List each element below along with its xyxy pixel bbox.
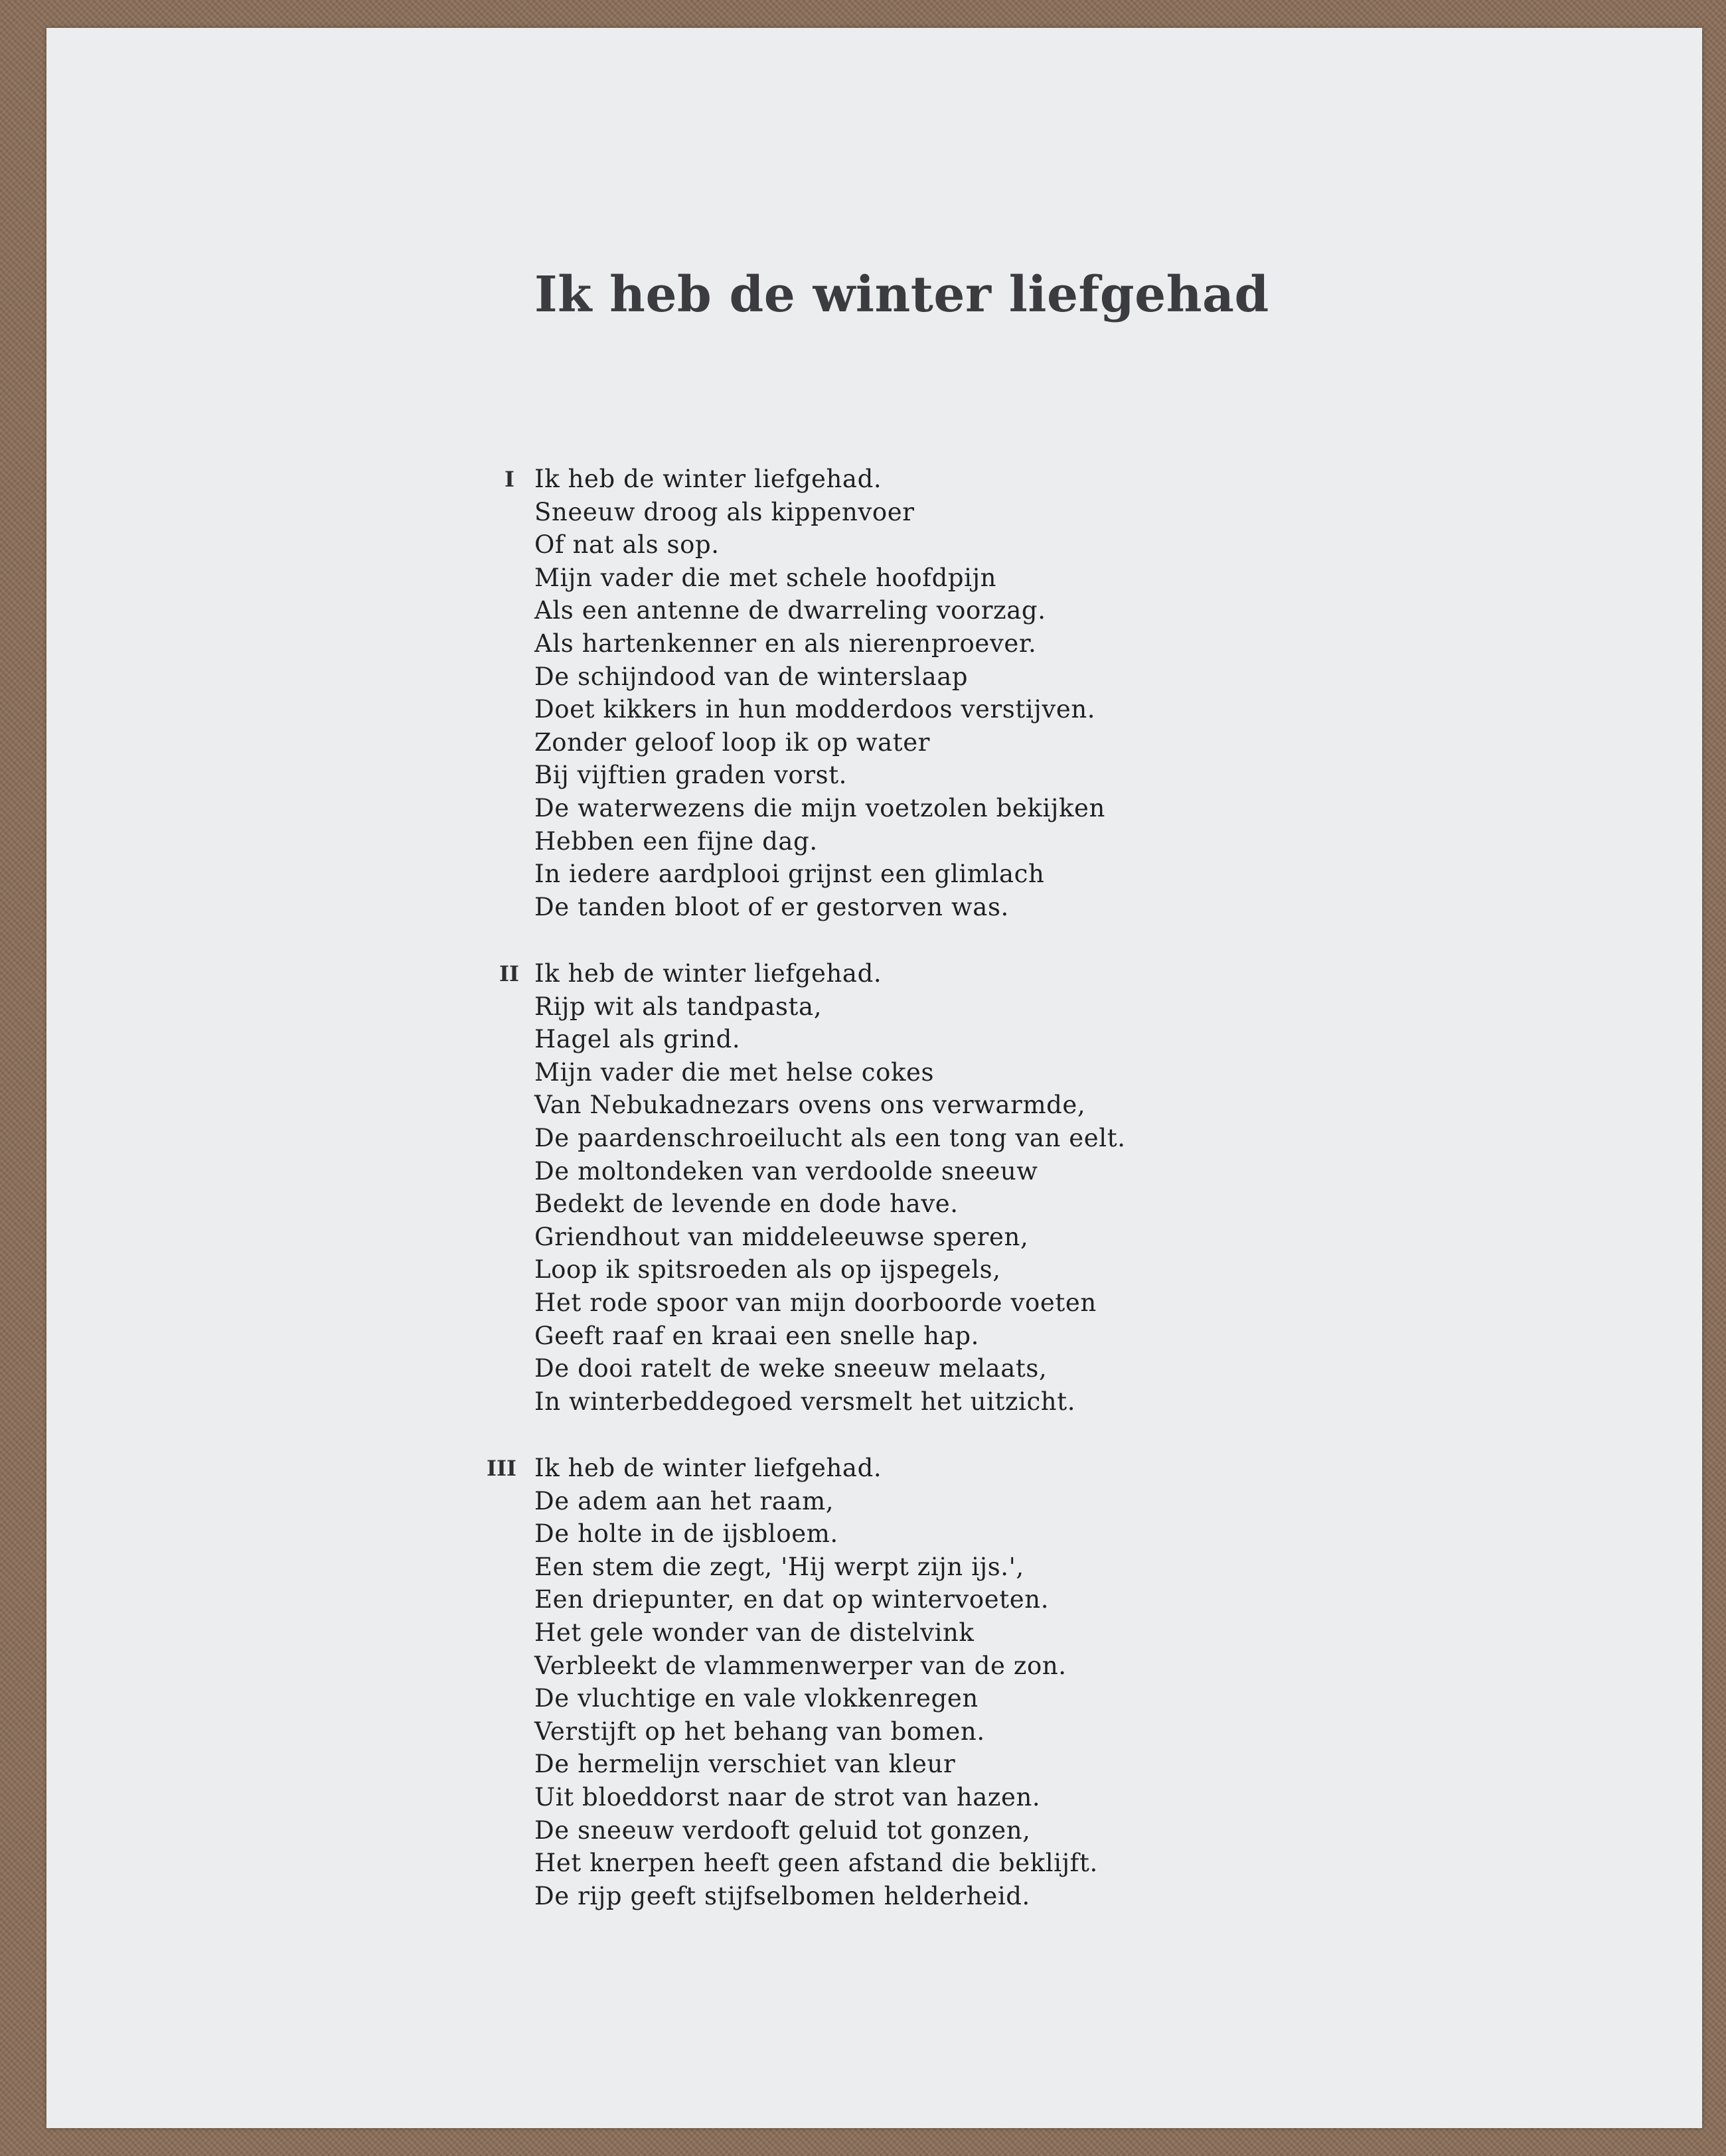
poem-line: De tanden bloot of er gestorven was. xyxy=(534,892,1009,921)
poem-line: Loop ik spitsroeden als op ijspegels, xyxy=(534,1255,1001,1284)
poem-line: In winterbeddegoed versmelt het uitzicht. xyxy=(534,1387,1076,1416)
poem-line: De paardenschroeilucht als een tong van eelt. xyxy=(534,1123,1126,1152)
stanza-lines xyxy=(534,1452,1098,1912)
poem-line: Ik heb de winter liefgehad. xyxy=(534,959,882,988)
poem-line: De sneeuw verdooft geluid tot gonzen, xyxy=(534,1815,1031,1845)
poem-line: Geeft raaf en kraai een snelle hap. xyxy=(534,1321,979,1350)
poem-line: Als een antenne de dwarreling voorzag. xyxy=(534,596,1046,625)
poem-line: De schijndood van de winterslaap xyxy=(534,662,969,691)
poem-line: Verbleekt de vlammenwerper van de zon. xyxy=(534,1651,1067,1680)
poem-title: Ik heb de winter liefgehad xyxy=(534,266,1269,323)
poem-line: De hermelijn verschiet van kleur xyxy=(534,1750,956,1779)
poem-line: Doet kikkers in hun modderdoos verstijven. xyxy=(534,695,1096,724)
poem-line: Van Nebukadnezars ovens ons verwarmde, xyxy=(534,1091,1086,1120)
poem-line: Als hartenkenner en als nierenproever. xyxy=(534,629,1037,658)
poem-line: De vluchtige en vale vlokkenregen xyxy=(534,1684,979,1713)
poem-line: Een driepunter, en dat op wintervoeten. xyxy=(534,1585,1050,1614)
poem-line: Het knerpen heeft geen afstand die beklijft. xyxy=(534,1849,1098,1878)
poem-line: Hagel als grind. xyxy=(534,1025,741,1054)
poem-line: Mijn vader die met schele hoofdpijn xyxy=(534,563,997,592)
stanza-lines xyxy=(534,463,1105,923)
stanza-numeral: II xyxy=(499,961,519,986)
poem-line: Hebben een fijne dag. xyxy=(534,826,818,856)
poem-line: De rijp geeft stijfselbomen helderheid. xyxy=(534,1881,1030,1910)
poem-line: Ik heb de winter liefgehad. xyxy=(534,465,882,493)
poem-line: De waterwezens die mijn voetzolen bekijken xyxy=(534,793,1105,822)
poem-line: Een stem die zegt, 'Hij werpt zijn ijs.', xyxy=(534,1552,1024,1581)
poem-line: Uit bloeddorst naar de strot van hazen. xyxy=(534,1782,1041,1811)
poem-line: Bij vijftien graden vorst. xyxy=(534,761,848,790)
poem-line: Sneeuw droog als kippenvoer xyxy=(534,497,915,526)
poem-line: Ik heb de winter liefgehad. xyxy=(534,1454,882,1482)
poem-line: Zonder geloof loop ik op water xyxy=(534,728,931,757)
poem-line: Het gele wonder van de distelvink xyxy=(534,1618,975,1647)
poem-line: Mijn vader die met helse cokes xyxy=(534,1057,935,1087)
poem-line: Griendhout van middeleeuwse speren, xyxy=(534,1222,1029,1251)
stanza-numeral: III xyxy=(487,1456,516,1481)
stanza-lines xyxy=(534,957,1126,1418)
poem-line: De dooi ratelt de weke sneeuw melaats, xyxy=(534,1354,1048,1383)
poem-line: Rijp wit als tandpasta, xyxy=(534,992,823,1021)
stanza-numeral: I xyxy=(505,467,514,492)
poem-line: De adem aan het raam, xyxy=(534,1486,834,1515)
poem-line: De holte in de ijsbloem. xyxy=(534,1519,838,1549)
poem-line: Het rode spoor van mijn doorboorde voeten xyxy=(534,1288,1097,1317)
poem-line: Bedekt de levende en dode have. xyxy=(534,1190,959,1219)
poem-line: Verstijft op het behang van bomen. xyxy=(534,1717,985,1746)
poem-line: In iedere aardplooi grijnst een glimlach xyxy=(534,860,1045,889)
poem-line: De moltondeken van verdoolde sneeuw xyxy=(534,1156,1038,1186)
poem-sheet xyxy=(46,28,1702,2128)
poem-line: Of nat als sop. xyxy=(534,530,720,560)
